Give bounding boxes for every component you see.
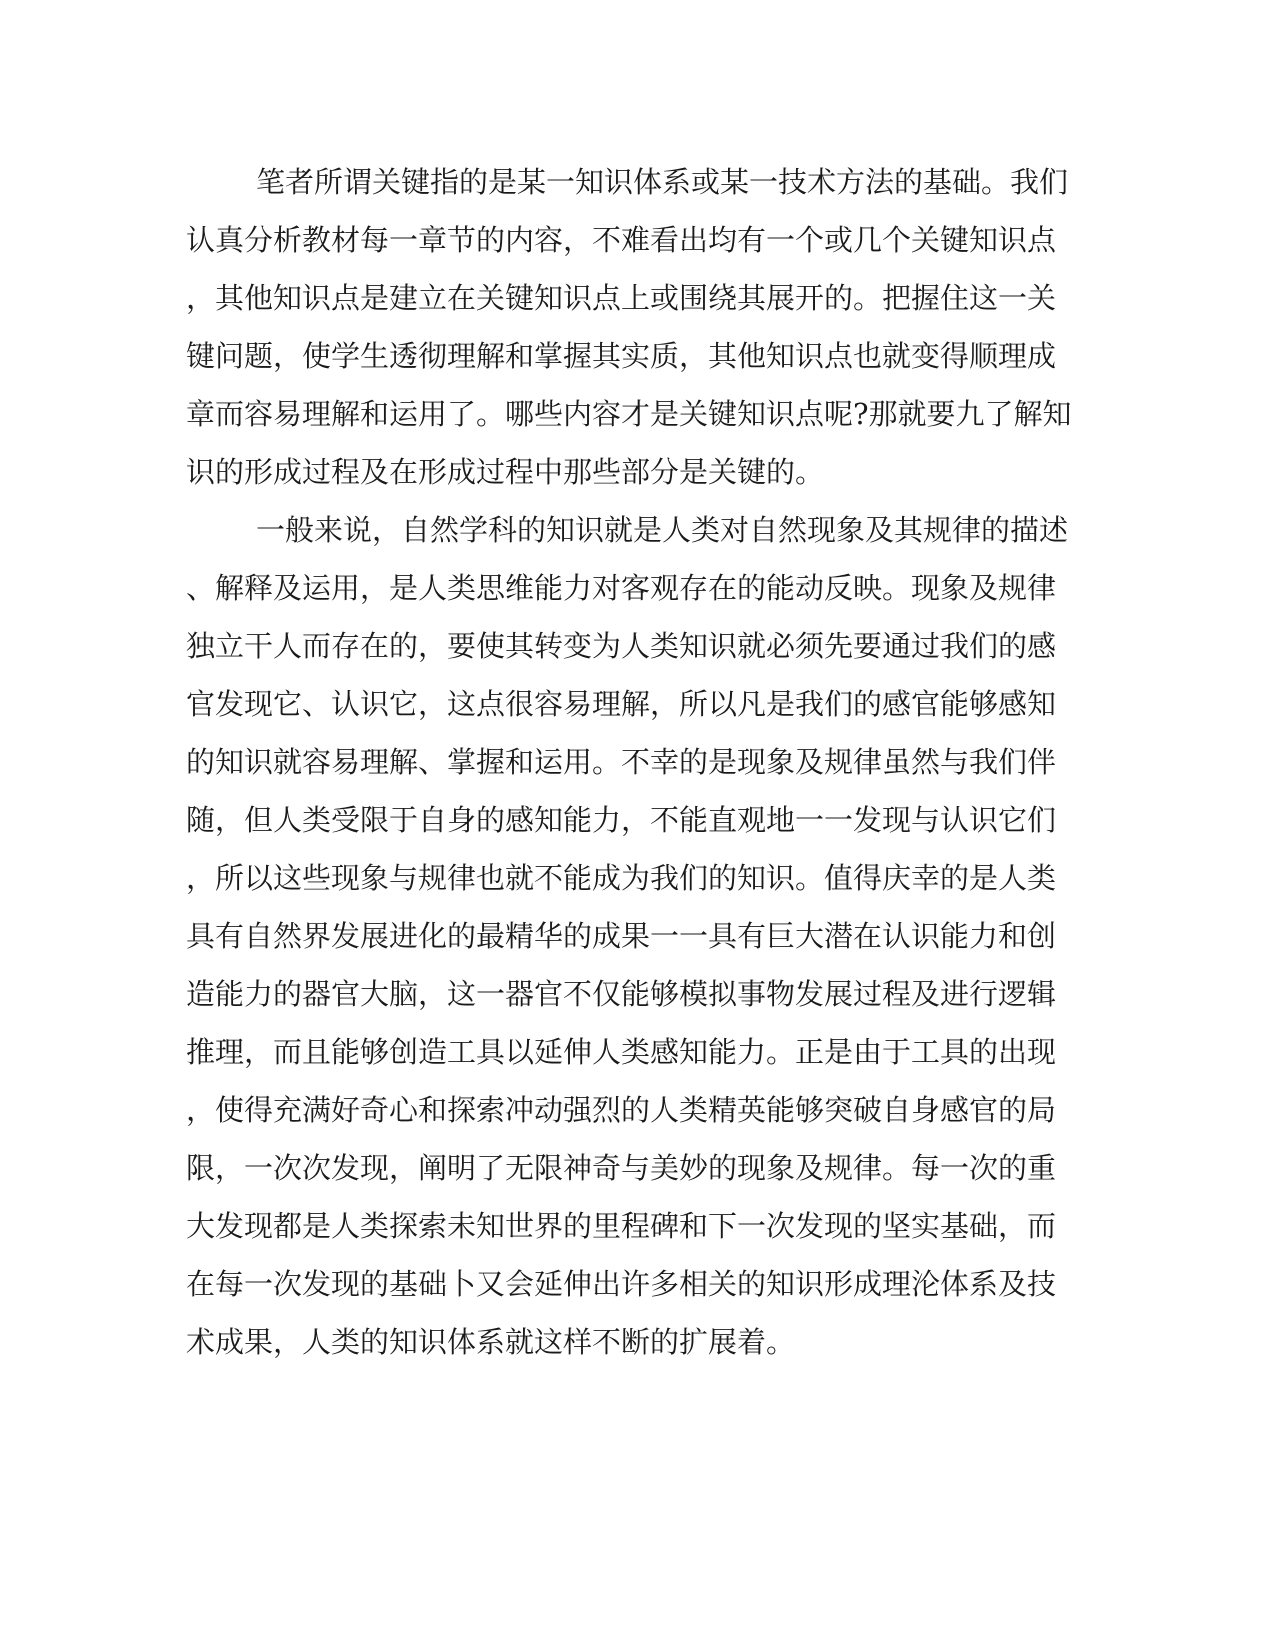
paragraph-2-line-5: 的知识就容易理解、掌握和运用。不幸的是现象及规律虽然与我们伴 xyxy=(186,745,1057,779)
paragraph-2-line-2: 、解释及运用，是人类思维能力对客观存在的能动反映。现象及规律 xyxy=(186,571,1057,605)
paragraph-2-line-10: 推理，而且能够创造工具以延伸人类感知能力。正是由于工具的出现 xyxy=(186,1035,1057,1069)
paragraph-1-line-1: 笔者所谓关键指的是某一知识体系或某一技术方法的基础。我们 xyxy=(256,165,1069,199)
paragraph-2-line-13: 大发现都是人类探索未知世界的里程碑和下一次发现的坚实基础，而 xyxy=(186,1209,1057,1243)
paragraph-2-line-3: 独立干人而存在的，要使其转变为人类知识就必须先要通过我们的感 xyxy=(186,629,1057,663)
paragraph-2-line-9: 造能力的器官大脑，这一器官不仅能够模拟事物发展过程及进行逻辑 xyxy=(186,977,1057,1011)
paragraph-2-line-8: 具有自然界发展进化的最精华的成果一一具有巨大潜在认识能力和创 xyxy=(186,919,1057,953)
paragraph-2-line-6: 随，但人类受限于自身的感知能力，不能直观地一一发现与认识它们 xyxy=(186,803,1057,837)
paragraph-1-line-4: 键问题，使学生透彻理解和掌握其实质，其他知识点也就变得顺理成 xyxy=(186,339,1057,373)
paragraph-2-line-1: 一般来说，自然学科的知识就是人类对自然现象及其规律的描述 xyxy=(256,513,1069,547)
paragraph-2-line-11: ，使得充满好奇心和探索冲动强烈的人类精英能够突破自身感官的局 xyxy=(186,1093,1057,1127)
paragraph-1-line-5: 章而容易理解和运用了。哪些内容才是关键知识点呢?那就要九了解知 xyxy=(186,397,1072,431)
paragraph-2-line-15: 术成果，人类的知识体系就这样不断的扩展着。 xyxy=(186,1325,796,1359)
paragraph-1-line-2: 认真分析教材每一章节的内容，不难看出均有一个或几个关键知识点 xyxy=(186,223,1057,257)
paragraph-1-line-6: 识的形成过程及在形成过程中那些部分是关键的。 xyxy=(186,455,825,489)
paragraph-1-line-3: ，其他知识点是建立在关键知识点上或围绕其展开的。把握住这一关 xyxy=(186,281,1057,315)
paragraph-2-line-12: 限，一次次发现，阐明了无限神奇与美妙的现象及规律。每一次的重 xyxy=(186,1151,1057,1185)
paragraph-2-line-4: 官发现它、认识它，这点很容易理解，所以凡是我们的感官能够感知 xyxy=(186,687,1057,721)
paragraph-2-line-14: 在每一次发现的基础卜又会延伸出许多相关的知识形成理沦体系及技 xyxy=(186,1267,1057,1301)
paragraph-2-line-7: ，所以这些现象与规律也就不能成为我们的知识。值得庆幸的是人类 xyxy=(186,861,1057,895)
